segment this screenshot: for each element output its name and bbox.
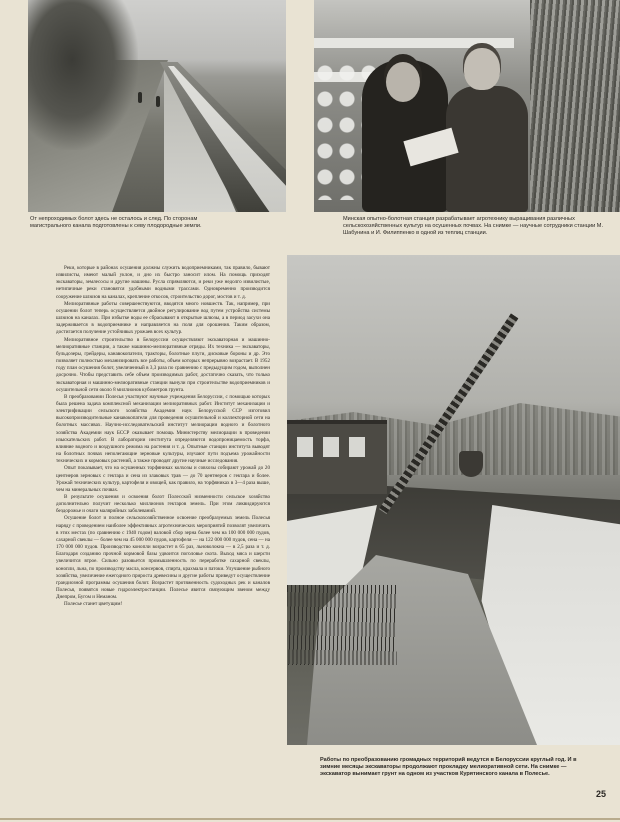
article-paragraph: Реки, которые в районах осушения должны служить водоприемниками, так правило, бывают извилисты, имеют малый уклон, и дно их быстро заносит илом. На помощь приходят экскаваторы, землесосы и другие машины. Русла спрямляются, и реки уже недолго извилистые, нетипичные реки становятся удобными водными трассами. Одновременно производится сооружение шлюзов на каналах, крепление откосов, строительство дорог, мостов и т. д. [56, 265, 270, 300]
article-closing-line: Полесье станет цветущим! [64, 601, 123, 608]
article-body [56, 265, 270, 609]
photo-excavator-marsh [287, 255, 620, 745]
photo-greenhouse-man-head [464, 48, 500, 90]
article-paragraph: Мелиоративные работы совершенствуются, вводятся много новшеств. Так, например, при осушении болот теперь осуществляется двойное регулирование вод путем устройства системы шлюзов на каналах. При избытке воды ее сбрасывают в открытые шлюзы, а в период засухи она задерживается в водоприемнике и направляется на поля для орошения. Таким образом, достигается получение устойчивых урожаев всех культур. [56, 300, 270, 336]
photo-excavator-reeds [287, 585, 397, 665]
article-paragraph: В преобразовании Полесья участвуют научные учреждения Белоруссии, с помощью которых была решена задача комплексной механизации мелиоративных работ. Институт механизации и электрификации сельского хозяйства Академии наук Белорусской ССР изготовил высокопроизводительные канавокопатели для проведения осушительной и коллекторной сети на болотных массивах. Научно-исследовательский институт мелиорации водного и болотного хозяйства Академии наук БССР оказывает помощь Министерству мелиорации в проведении изыскательских работ. В лаборатории института определяются водопроницаемость торфа, влияние водного и воздушного режима на растения и т. д. Опытные станции института выводят на болотных почвах неполегающие зерновые культуры, изучают пути подъема урожайности технических и кормовых растений, а также проводят другие научные исследования. [56, 393, 270, 465]
caption-greenhouse: Минская опытно-болотная станция разрабатывает агротехнику выращивания различных сельскохозяйственных культур на осушенных почвах. На снимке — научные сотрудники станции М. Шабунина и И. Филиппенко в одной из теплиц станции. [343, 216, 603, 237]
photo-excavator-window [349, 437, 365, 457]
photo-excavator-window [323, 437, 339, 457]
photo-excavator-cabin [287, 420, 387, 494]
photo-greenhouse-man [446, 86, 528, 212]
article-paragraph: Опыт показывает, что на осушенных торфяниках колхозы и совхозы собирают урожай до 20 центнеров зерновых с гектара и сена из злаковых трав — до 70 центнеров с гектара и более. Урожай технических культур, картофеля и овощей, как правило, на торфяниках в 3—4 раза выше, чем на минеральных почвах. [56, 465, 270, 493]
photo-greenhouse-scientists [314, 0, 620, 212]
caption-canal: От непроходимых болот здесь не осталось и след. По сторонам магистрального канала подготовлены к севу плодородные земли. [30, 216, 202, 230]
article-paragraph: Мелиоративное строительство в Белоруссии осуществляют экскаваторная и машинно-мелиоративные станции, а также машинно-мелиоративные отряды. Их техника — экскаваторы, бульдозеры, грейдеры, канавокопатели, тракторы, болотные плуги, дисковые бороны и др. Это позволяет полностью механизировать все работы, объем которых непрерывно возрастает. В 1952 году план осушения болот, увеличенный в 3,3 раза по сравнению с предыдущим годом, выполнен досрочно. Чтобы представить себе объем производимых работ, достаточно сказать, что только экскаваторная и машинно-мелиоративные станции вынули при строительстве водоприемников и осушительной сети около 8 миллионов кубометров грунта. [56, 336, 270, 393]
photo-drainage-canal [28, 0, 286, 212]
article-paragraph: В результате осушения и освоения болот Полесской низменности сельское хозяйство дополнительно получит несколько миллионов гектаров земель. При этом ликвидируются бездорожье и очаги малярийных заболеваний. [56, 494, 270, 515]
article-paragraph: Осушение болот и полное сельскохозяйственное освоение преобразуемых земель Полесья наряду с проведением наиболее эффективных агротехнических мероприятий позволят увеличить в этих местах (по сравнению с 1940 годом) валовой сбор зерна более чем на 100 000 000 пудов, сахарной свеклы — более чем на 45 000 000 пудов, картофеля — на 122 000 000 пудов, сена — на 170 000 000 пудов. Производство конопли возрастет в 65 раз, льноволокна — в 2,5 раза и т. д. Благодаря созданию прочной кормовой базы удвоится поголовье скота. Выход мяса и шерсти увеличится втрое. Сильно разовьется промышленность по переработке сахарной свеклы, конопли, льна, по производству масла, консервов, спирта, крахмала и патоки. Улучшение рыбного хозяйства, увеличение ежегодного прироста древесины и другие работы приведут осуществление грандиозной программы осушения болот. Возрастет протяженность судоходных рек и каналов Полесья, появятся новые гидроэлектростанции. Полесье явится связующим звеном между Днепром, Бугом и Неманом. [56, 515, 270, 601]
photo-greenhouse-woman-head [386, 62, 420, 102]
page-edge [0, 818, 620, 820]
page-number: 25 [596, 789, 607, 799]
caption-excavator: Работы по преобразованию громадных территорий ведутся в Белоруссии круглый год. И в зимние месяцы экскаваторы продолжают прокладку мелиоративной сети. На снимке — экскаватор вынимает грунт на одном из участков Курятинского канала в Полесье. [320, 757, 577, 778]
photo-canal-walker [138, 92, 142, 103]
photo-excavator-bucket [459, 451, 483, 477]
photo-canal-walker [156, 96, 160, 107]
photo-greenhouse-plants [530, 0, 620, 212]
photo-canal-trees [28, 0, 138, 150]
photo-excavator-window [297, 437, 313, 457]
photo-greenhouse-shelf [314, 38, 514, 48]
